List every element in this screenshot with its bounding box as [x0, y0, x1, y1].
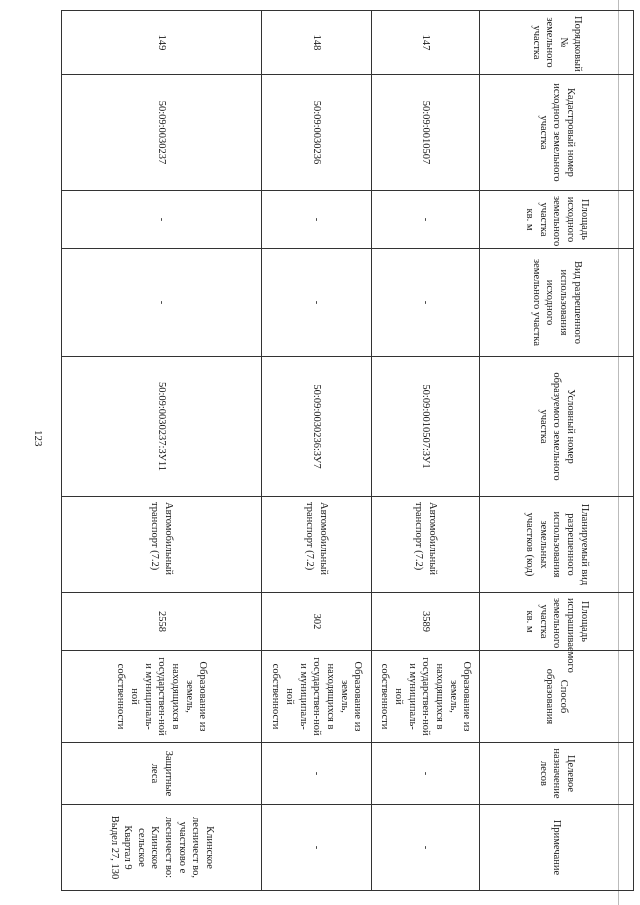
header-new-plot-number: Условный номер образуемого земельного участка [480, 357, 634, 497]
cell-plot-number: 148 [262, 11, 372, 75]
cell-plot-number: 147 [372, 11, 480, 75]
cell-planned-use: Автомобильный транспорт (7.2) [62, 497, 262, 593]
cell-formation-method: Образование из земель, находящихся в государствен-ной и муниципаль-ной собственности [262, 651, 372, 743]
cell-requested-area: 302 [262, 593, 372, 651]
cell-source-use: - [372, 249, 480, 357]
cell-cadastral-number: 50:09:0010507 [372, 75, 480, 191]
header-plot-number: Порядковый № земельного участка [480, 11, 634, 75]
cell-planned-use: Автомобильный транспорт (7.2) [262, 497, 372, 593]
page-number: 123 [32, 430, 44, 447]
table-row [372, 11, 480, 891]
cell-note: Клинское лесничест во, участково е лесничест во: Клинское сельское Квартал 9 Выдел 27, 130 [62, 805, 262, 891]
cell-cadastral-number: 50:09:0030236 [262, 75, 372, 191]
cell-forest-purpose: - [372, 743, 480, 805]
cell-note: - [372, 805, 480, 891]
cell-source-area: - [262, 191, 372, 249]
cell-new-plot-number: 50:09:0010507:ЗУ1 [372, 357, 480, 497]
cell-note: - [262, 805, 372, 891]
table-row [62, 11, 262, 891]
header-planned-use: Планируемый вид разрешенного использования земельных участков (код) [480, 497, 634, 593]
cell-source-area: - [372, 191, 480, 249]
cell-source-area: - [62, 191, 262, 249]
cell-formation-method: Образование из земель, находящихся в государствен-ной и муниципаль-ной собственности [62, 651, 262, 743]
rotated-table-container [62, 10, 634, 890]
table-row [262, 11, 372, 891]
table-header-row [480, 11, 634, 891]
header-formation-method: Способ образования [480, 651, 634, 743]
cell-forest-purpose: - [262, 743, 372, 805]
cell-plot-number: 149 [62, 11, 262, 75]
cell-requested-area: 3589 [372, 593, 480, 651]
land-plots-table [61, 10, 634, 891]
header-source-use: Вид разрешенного использования исходного земельного участка [480, 249, 634, 357]
cell-new-plot-number: 50:09:0030237:ЗУ11 [62, 357, 262, 497]
header-cadastral-number: Кадастровый номер исходного земельного участка [480, 75, 634, 191]
header-note: Примечание [480, 805, 634, 891]
cell-source-use: - [262, 249, 372, 357]
cell-requested-area: 2558 [62, 593, 262, 651]
header-forest-purpose: Целевое назначение лесов [480, 743, 634, 805]
cell-source-use: - [62, 249, 262, 357]
cell-formation-method: Образование из земель, находящихся в государствен-ной и муниципаль-ной собственности [372, 651, 480, 743]
header-source-area: Площадь исходного земельного участка кв. м [480, 191, 634, 249]
cell-new-plot-number: 50:09:0030236:ЗУ7 [262, 357, 372, 497]
cell-cadastral-number: 50:09:0030237 [62, 75, 262, 191]
cell-planned-use: Автомобильный транспорт (7.2) [372, 497, 480, 593]
header-requested-area: Площадь испрашиваемого земельного участка кв. м [480, 593, 634, 651]
cell-forest-purpose: Защитные леса [62, 743, 262, 805]
